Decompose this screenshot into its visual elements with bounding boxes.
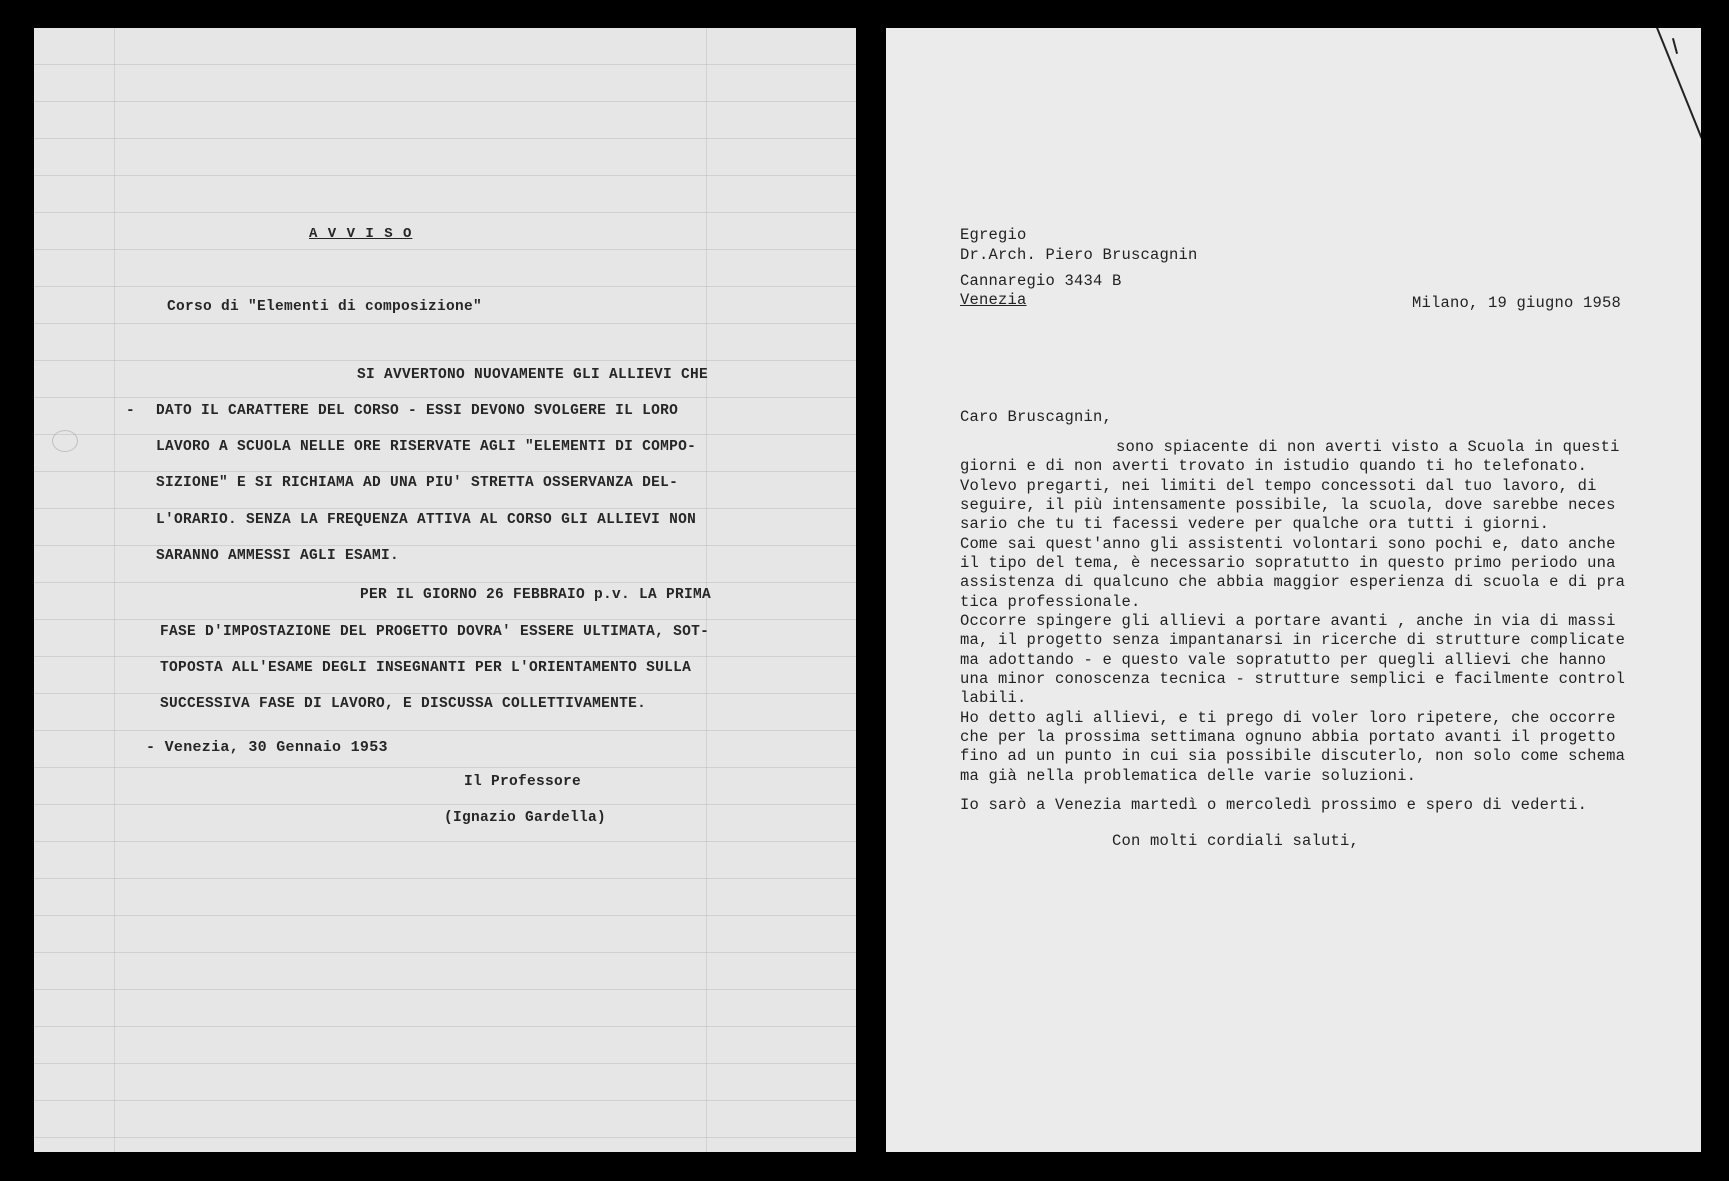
notice-date: - Venezia, 30 Gennaio 1953 (146, 739, 388, 756)
letter-salutation: Egregio (960, 226, 1027, 244)
notice-line: LAVORO A SCUOLA NELLE ORE RISERVATE AGLI "ELEMENTI DI COMPO- (156, 439, 697, 455)
letter-line: ma, il progetto senza impantanarsi in ricerche di strutture complicate (960, 631, 1626, 649)
letter-place-date: Milano, 19 giugno 1958 (1412, 294, 1622, 312)
corner-fold-line (1652, 28, 1701, 139)
letter-line: Come sai quest'anno gli assistenti volontari sono pochi e, dato anche (960, 535, 1616, 553)
letter-greeting: Caro Bruscagnin, (960, 408, 1113, 426)
letter-line: fino ad un punto in cui sia possibile discuterlo, non solo come schema (960, 747, 1626, 765)
letter-line: che per la prossima settimana ognuno abbia portato avanti il progetto (960, 728, 1616, 746)
recipient-address: Cannaregio 3434 B (960, 272, 1122, 290)
letter-page (886, 28, 1701, 1152)
notice-line: SI AVVERTONO NUOVAMENTE GLI ALLIEVI CHE (357, 367, 709, 383)
recipient-name: Dr.Arch. Piero Bruscagnin (960, 246, 1198, 264)
letter-line: Volevo pregarti, nei limiti del tempo concessoti dal tuo lavoro, di (960, 477, 1597, 495)
hole-punch-mark (52, 430, 78, 452)
notice-line: SARANNO AMMESSI AGLI ESAMI. (156, 548, 400, 564)
notice-line: FASE D'IMPOSTAZIONE DEL PROGETTO DOVRA' ESSERE ULTIMATA, SOT- (160, 624, 710, 640)
letter-line: una minor conoscenza tecnica - strutture semplici e facilmente control (960, 670, 1626, 688)
notice-line: SIZIONE" E SI RICHIAMA AD UNA PIU' STRETTA OSSERVANZA DEL- (156, 475, 679, 491)
letter-line: ma adottando - e questo vale sopratutto per quegli allievi che hanno (960, 651, 1607, 669)
letter-line: sario che tu ti facessi vedere per qualche ora tutti i giorni. (960, 515, 1550, 533)
letter-line: labili. (960, 689, 1027, 707)
letter-line: Io sarò a Venezia martedì o mercoledì prossimo e spero di vederti. (960, 796, 1588, 814)
letter-line: tica professionale. (960, 593, 1141, 611)
letter-line: Occorre spingere gli allievi a portare avanti , anche in via di massi (960, 612, 1616, 630)
notice-title: A V V I S O (309, 226, 413, 242)
signature-name: (Ignazio Gardella) (444, 810, 607, 826)
notice-dash: - (126, 403, 136, 419)
notice-line: SUCCESSIVA FASE DI LAVORO, E DISCUSSA COLLETTIVAMENTE. (160, 696, 647, 712)
letter-closing: Con molti cordiali saluti, (1112, 832, 1360, 850)
margin-rule (114, 28, 115, 1152)
notice-line: DATO IL CARATTERE DEL CORSO - ESSI DEVONO SVOLGERE IL LORO (156, 403, 679, 419)
letter-line: ma già nella problematica delle varie soluzioni. (960, 767, 1417, 785)
corner-tick (1672, 38, 1678, 54)
letter-line: sono spiacente di non averti visto a Scuola in questi (1116, 438, 1620, 456)
letter-line: Ho detto agli allievi, e ti prego di voler loro ripetere, che occorre (960, 709, 1616, 727)
recipient-city: Venezia (960, 291, 1027, 309)
notice-page (34, 28, 856, 1152)
letter-line: seguire, il più intensamente possibile, la scuola, dove sarebbe neces (960, 496, 1616, 514)
signature-title: Il Professore (464, 774, 582, 790)
letter-line: giorni e di non averti trovato in istudio quando ti ho telefonato. (960, 457, 1588, 475)
notice-line: TOPOSTA ALL'ESAME DEGLI INSEGNANTI PER L'ORIENTAMENTO SULLA (160, 660, 692, 676)
notice-line: L'ORARIO. SENZA LA FREQUENZA ATTIVA AL CORSO GLI ALLIEVI NON (156, 512, 697, 528)
letter-line: il tipo del tema, è necessario sopratutto in questo primo periodo una (960, 554, 1616, 572)
course-name: Corso di "Elementi di composizione" (167, 299, 483, 315)
notice-line: PER IL GIORNO 26 FEBBRAIO p.v. LA PRIMA (360, 587, 712, 603)
letter-line: assistenza di qualcuno che abbia maggior esperienza di scuola e di pra (960, 573, 1626, 591)
